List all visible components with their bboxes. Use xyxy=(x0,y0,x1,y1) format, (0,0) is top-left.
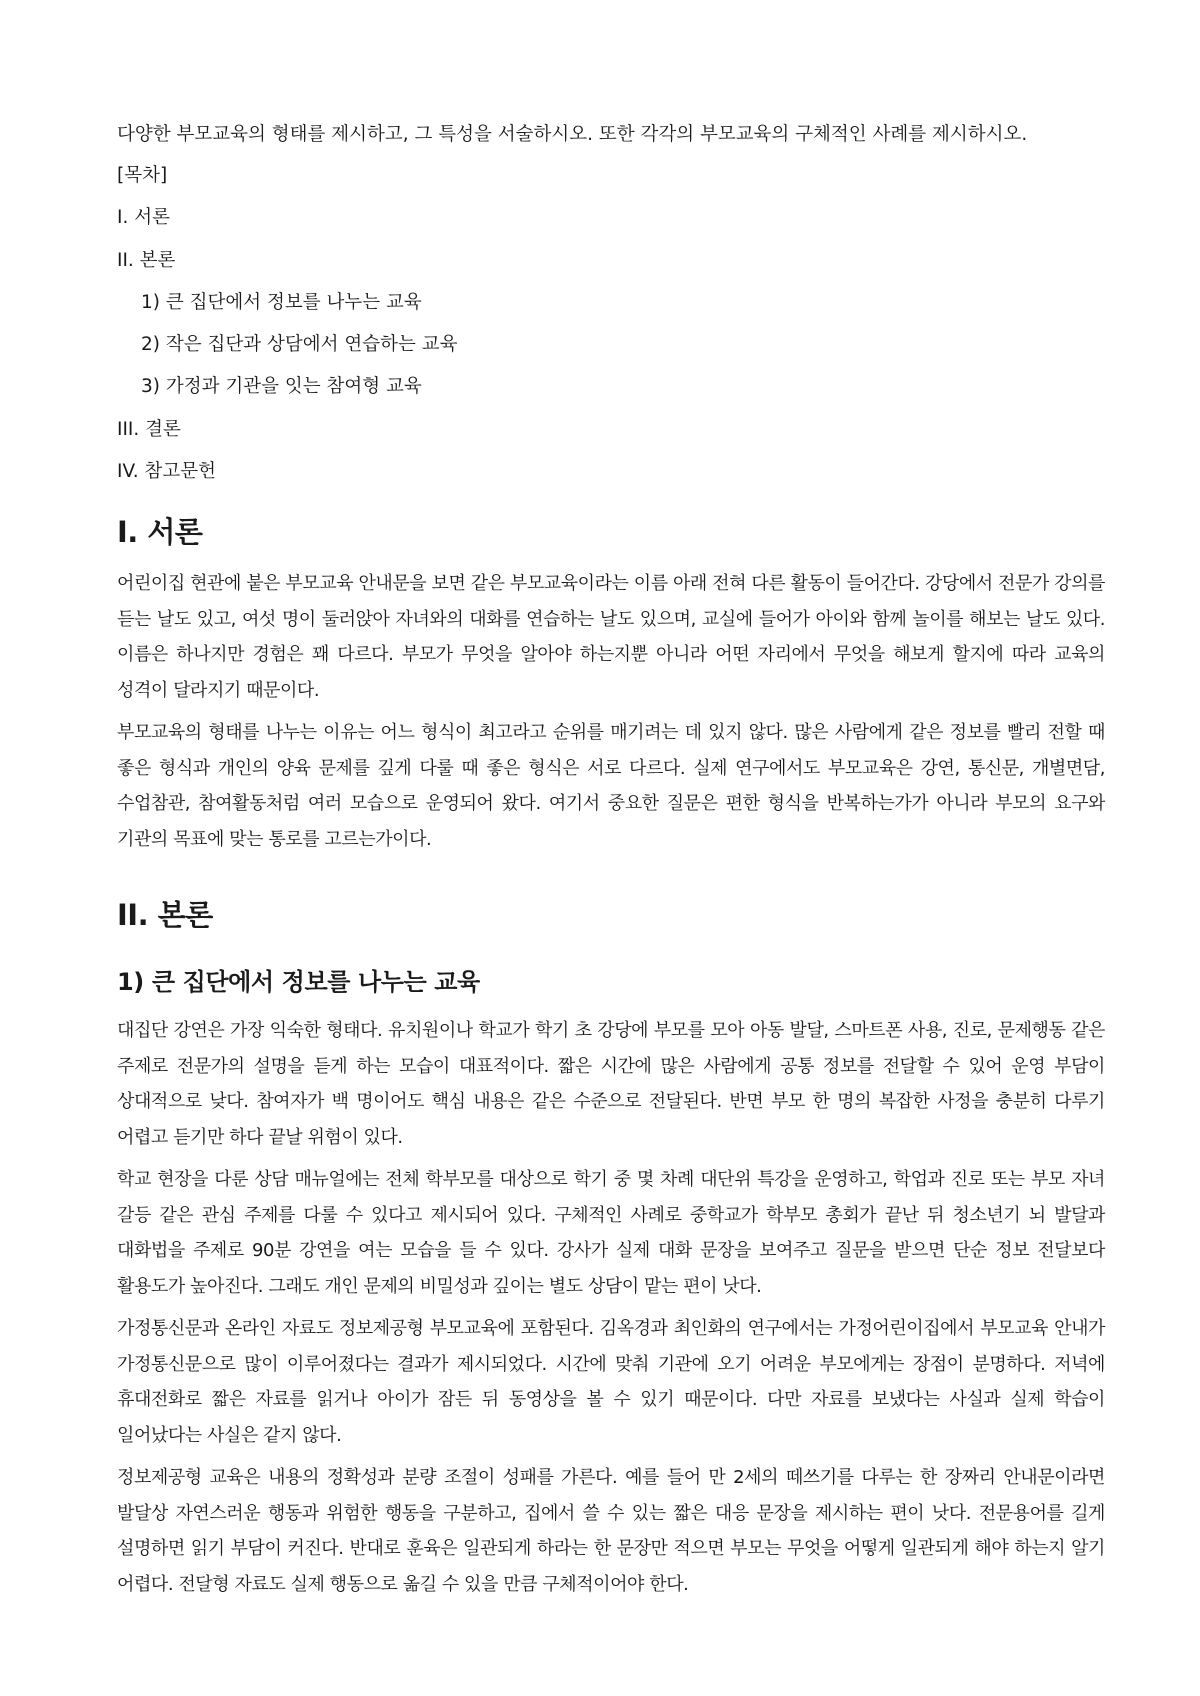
toc-item: II. 본론 xyxy=(117,249,176,271)
table-of-contents xyxy=(117,162,1105,486)
toc-heading: [목차] xyxy=(117,165,168,186)
toc-item: III. 결론 xyxy=(117,418,181,440)
section-title-introduction: I. 서론 xyxy=(117,515,203,550)
toc-item: IV. 참고문헌 xyxy=(117,461,216,483)
paragraph: 부모교육의 형태를 나누는 이유는 어느 형식이 최고라고 순위를 매기려는 데 있지 않다. 많은 사람에게 같은 정보를 빨리 전할 때 좋은 형식과 개인의 양육 문제를 깊게 다룰 때 좋은 형식은 서로 다르다. 실제 연구에서도 부모교육은 강연, 통신문, 개별면담, 수업참관, 참여활동처럼 여러 모습으로 운영되어 왔다. 여기서 중요한 질문은 편한 형식을 반복하는가가 아니라 부모의 요구와 기관의 목표에 맞는 통로를 고르는가이다. xyxy=(117,722,1105,850)
assignment-question: 다양한 부모교육의 형태를 제시하고, 그 특성을 서술하시오. 또한 각각의 부모교육의 구체적인 사례를 제시하시오. xyxy=(117,124,1028,145)
toc-subitem: 1) 큰 집단에서 정보를 나누는 교육 xyxy=(141,291,422,313)
paragraph: 정보제공형 교육은 내용의 정확성과 분량 조절이 성패를 가른다. 예를 들어 만 2세의 떼쓰기를 다루는 한 장짜리 안내문이라면 발달상 자연스러운 행동과 위험한 행동을 구분하고, 집에서 쓸 수 있는 짧은 대응 문장을 제시하는 편이 낫다. 전문용어를 길게 설명하면 읽기 부담이 커진다. 반대로 훈육은 일관되게 하라는 한 문장만 적으면 부모는 무엇을 어떻게 일관되게 해야 하는지 알기 어렵다. 전달형 자료도 실제 행동으로 옮길 수 있을 만큼 구체적이어야 한다. xyxy=(117,1467,1105,1595)
paragraph: 어린이집 현관에 붙은 부모교육 안내문을 보면 같은 부모교육이라는 이름 아래 전혀 다른 활동이 들어간다. 강당에서 전문가 강의를 듣는 날도 있고, 여섯 명이 둘러앉아 자녀와의 대화를 연습하는 날도 있으며, 교실에 들어가 아이와 함께 놀이를 해보는 날도 있다. 이름은 하나지만 경험은 꽤 다르다. 부모가 무엇을 알아야 하는지뿐 아니라 어떤 자리에서 무엇을 해보게 할지에 따라 교육의 성격이 달라지기 때문이다. xyxy=(117,573,1105,701)
paragraph: 대집단 강연은 가장 익숙한 형태다. 유치원이나 학교가 학기 초 강당에 부모를 모아 아동 발달, 스마트폰 사용, 진로, 문제행동 같은 주제로 전문가의 설명을 듣게 하는 모습이 대표적이다. 짧은 시간에 많은 사람에게 공통 정보를 전달할 수 있어 운영 부담이 상대적으로 낮다. 참여자가 백 명이어도 핵심 내용은 같은 수준으로 전달된다. 반면 부모 한 명의 복잡한 사정을 충분히 다루기 어렵고 듣기만 하다 끝날 위험이 있다. xyxy=(117,1020,1105,1148)
paragraph: 학교 현장을 다룬 상담 매뉴얼에는 전체 학부모를 대상으로 학기 중 몇 차례 대단위 특강을 운영하고, 학업과 진로 또는 부모 자녀 갈등 같은 관심 주제를 다룰 수 있다고 제시되어 있다. 구체적인 사례로 중학교가 학부모 총회가 끝난 뒤 청소년기 뇌 발달과 대화법을 주제로 90분 강연을 여는 모습을 들 수 있다. 강사가 실제 대화 문장을 보여주고 질문을 받으면 단순 정보 전달보다 활용도가 높아진다. 그래도 개인 문제의 비밀성과 깊이는 별도 상담이 맡는 편이 낫다. xyxy=(117,1169,1105,1297)
subsection-title: 1) 큰 집단에서 정보를 나누는 교육 xyxy=(117,968,480,997)
toc-subitem: 3) 가정과 기관을 잇는 참여형 교육 xyxy=(141,376,422,398)
toc-subitem: 2) 작은 집단과 상담에서 연습하는 교육 xyxy=(141,334,458,356)
section-title-body: II. 본론 xyxy=(117,898,213,933)
paragraph: 가정통신문과 온라인 자료도 정보제공형 부모교육에 포함된다. 김옥경과 최인화의 연구에서는 가정어린이집에서 부모교육 안내가 가정통신문으로 많이 이루어졌다는 결과가 제시되었다. 시간에 맞춰 기관에 오기 어려운 부모에게는 장점이 분명하다. 저녁에 휴대전화로 짧은 자료를 읽거나 아이가 잠든 뒤 동영상을 볼 수 있기 때문이다. 다만 자료를 보냈다는 사실과 실제 학습이 일어났다는 사실은 같지 않다. xyxy=(117,1318,1105,1446)
toc-item: I. 서론 xyxy=(117,207,170,229)
